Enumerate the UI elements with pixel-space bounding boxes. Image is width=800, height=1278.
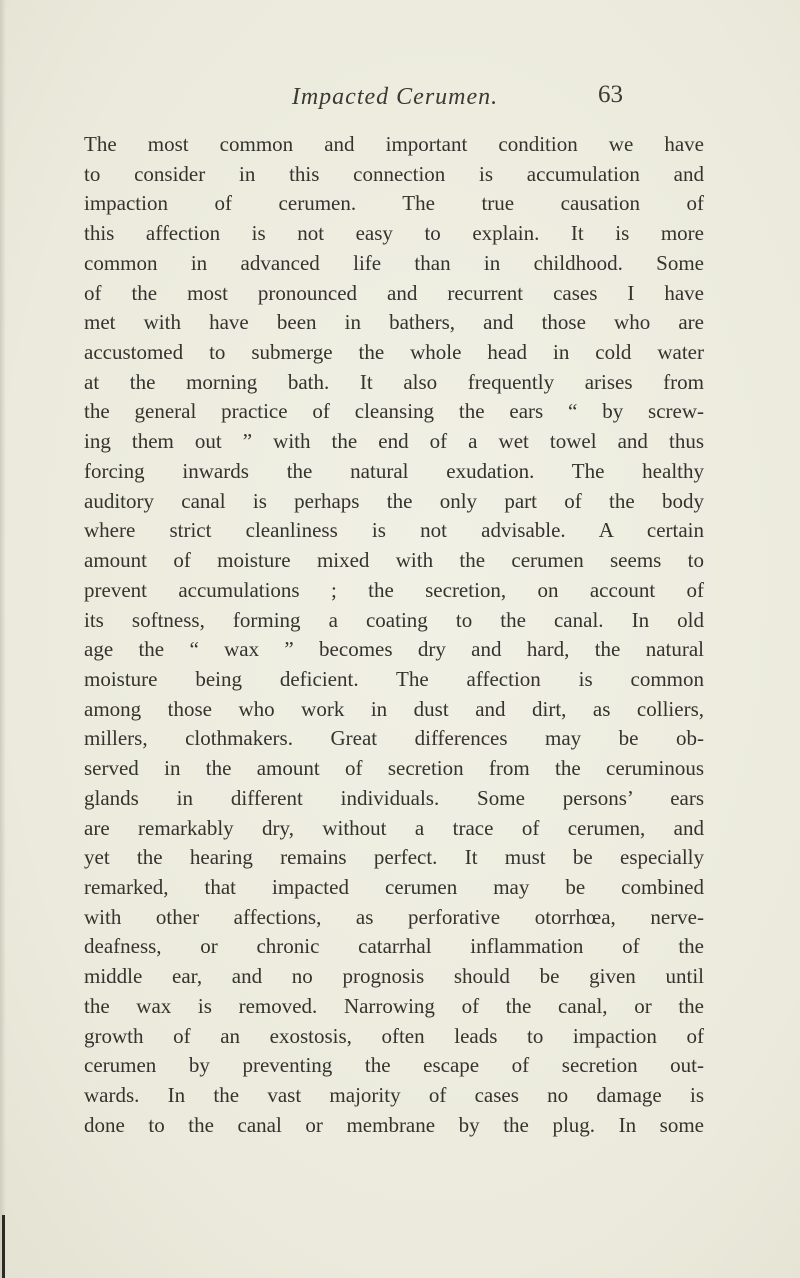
- text-line: cerumen by preventing the escape of secretion out-: [84, 1053, 704, 1078]
- text-line: age the “ wax ” becomes dry and hard, the natural: [84, 637, 704, 662]
- text-line: the general practice of cleansing the ears “ by screw-: [84, 399, 704, 424]
- running-head: Impacted Cerumen.: [291, 84, 499, 110]
- text-line: among those who work in dust and dirt, as colliers,: [84, 696, 704, 721]
- text-line: where strict cleanliness is not advisable. A certain: [84, 518, 704, 543]
- text-line: served in the amount of secretion from the ceruminous: [84, 756, 704, 781]
- text-line: yet the hearing remains perfect. It must be especially: [84, 845, 704, 870]
- text-line: this affection is not easy to explain. It is more: [84, 221, 704, 246]
- text-line: The most common and important condition we have: [84, 132, 704, 156]
- body-text: [84, 130, 704, 1140]
- text-line: done to the canal or membrane by the plug. In some: [84, 1112, 704, 1137]
- page-gutter-shadow: [0, 0, 6, 1278]
- text-line: the wax is removed. Narrowing of the canal, or the: [84, 993, 704, 1018]
- text-line: accustomed to submerge the whole head in cold water: [84, 340, 704, 365]
- text-line: to consider in this connection is accumulation and: [84, 161, 704, 186]
- text-line: with other affections, as perforative otorrhœa, nerve-: [84, 904, 704, 929]
- text-line: millers, clothmakers. Great differences may be ob-: [84, 726, 704, 751]
- text-line: impaction of cerumen. The true causation of: [84, 191, 704, 216]
- text-line: met with have been in bathers, and those who are: [84, 310, 704, 335]
- text-line: ing them out ” with the end of a wet towel and thus: [84, 429, 704, 454]
- text-line: common in advanced life than in childhood. Some: [84, 250, 704, 275]
- text-line: forcing inwards the natural exudation. The healthy: [84, 458, 704, 483]
- text-line: deafness, or chronic catarrhal inflammation of the: [84, 934, 704, 959]
- text-line: its softness, forming a coating to the canal. In old: [84, 607, 704, 632]
- text-line: are remarkably dry, without a trace of cerumen, and: [84, 815, 704, 840]
- text-line: prevent accumulations ; the secretion, on account of: [84, 577, 704, 602]
- text-line: wards. In the vast majority of cases no damage is: [84, 1083, 704, 1107]
- text-line: growth of an exostosis, often leads to impaction of: [84, 1023, 704, 1048]
- text-line: amount of moisture mixed with the cerumen seems to: [84, 548, 704, 573]
- text-line: of the most pronounced and recurrent cases I have: [84, 280, 704, 305]
- text-line: glands in different individuals. Some persons’ ears: [84, 785, 704, 810]
- page-number: 63: [598, 81, 623, 108]
- binding-mark: [2, 1215, 5, 1278]
- text-line: middle ear, and no prognosis should be given until: [84, 964, 704, 989]
- text-line: moisture being deficient. The affection is common: [84, 666, 704, 691]
- text-line: remarked, that impacted cerumen may be combined: [84, 874, 704, 899]
- text-line: auditory canal is perhaps the only part of the body: [84, 488, 704, 513]
- text-line: at the morning bath. It also frequently arises from: [84, 369, 704, 394]
